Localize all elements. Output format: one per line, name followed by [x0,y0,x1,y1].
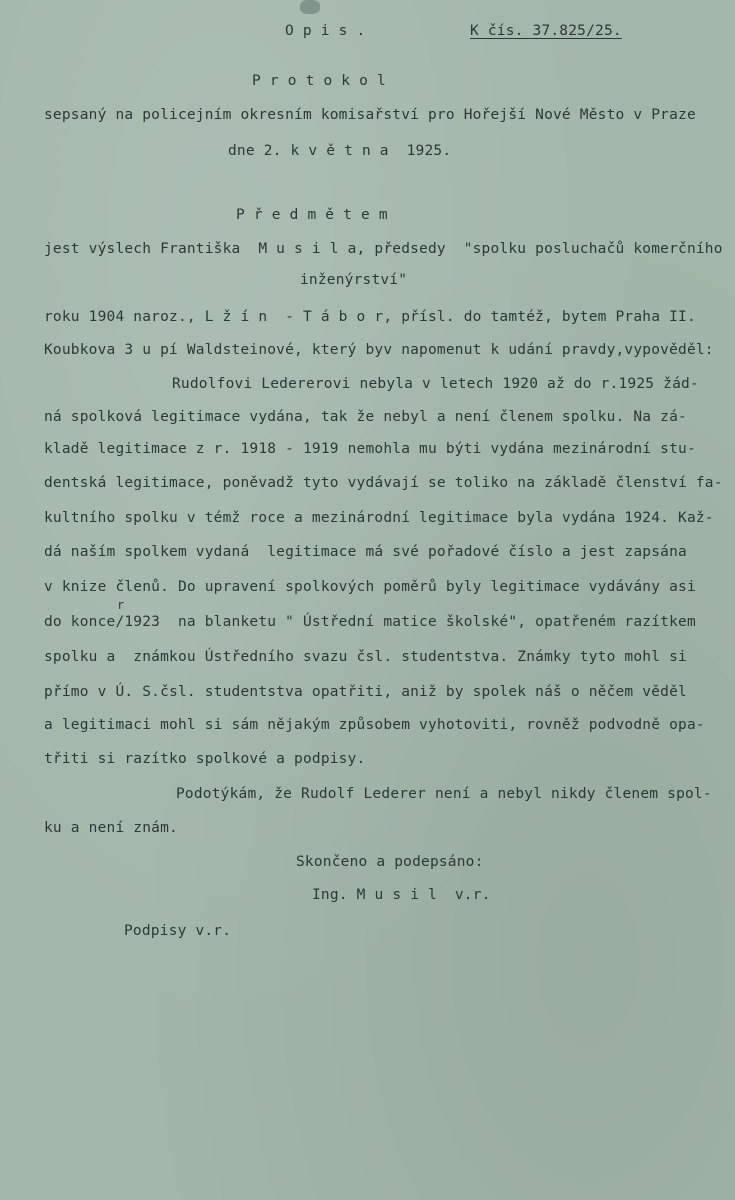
remark-line: ku a není znám. [44,820,178,836]
date-line: dne 2. k v ě t n a 1925. [228,143,452,159]
document-subtitle: sepsaný na policejním okresním komisařství pro Hořejší Nové Město v Praze [44,107,696,123]
statement-line: dentská legitimace, poněvadž tyto vydávají se toliko na základě členství fa- [44,475,723,491]
reference-number: K čís. 37.825/25. [470,23,622,39]
statement-line: v knize členů. Do upravení spolkových poměrů byly legitimace vydávány asi [44,579,696,595]
statement-line: spolku a známkou Ústředního svazu čsl. studentstva. Známky tyto mohl si [44,649,687,665]
closing-signature: Ing. M u s i l v.r. [312,887,491,903]
intro-line: Koubkova 3 u pí Waldsteinové, který byv napomenut k udání pravdy,vypověděl: [44,342,714,358]
subject-line: inženýrství" [300,272,408,288]
document-title: P r o t o k o l [252,73,386,89]
statement-line: kultního spolku v témž roce a mezinárodní legitimace byla vydána 1924. Kaž- [44,510,714,526]
statement-line: dá naším spolkem vydaná legitimace má své pořadové číslo a jest zapsána [44,544,687,560]
statement-line: přímo v Ú. S.čsl. studentstva opatřiti, aniž by spolek náš o něčem věděl [44,684,687,700]
ink-stain [300,0,320,14]
signatures-note: Podpisy v.r. [124,923,232,939]
statement-line: Rudolfovi Ledererovi nebyla v letech 1920 až do r.1925 žád- [172,376,699,392]
copy-label: O p i s . [285,23,366,39]
subject-heading: P ř e d m ě t e m [236,207,388,223]
statement-line: třiti si razítko spolkové a podpisy. [44,751,366,767]
subject-line: jest výslech Františka M u s i l a, předsedy "spolku posluchačů komerčního [44,241,723,257]
statement-line: ná spolková legitimace vydána, tak že nebyl a není členem spolku. Na zá- [44,409,687,425]
statement-line: do konce/1923 na blanketu " Ústřední matice školské", opatřeném razítkem [44,614,696,630]
closing-finished: Skončeno a podepsáno: [296,854,484,870]
interlinear-correction: r [117,598,125,612]
intro-line: roku 1904 naroz., L ž í n - T á b o r, přísl. do tamtéž, bytem Praha II. [44,309,696,325]
statement-line: a legitimaci mohl si sám nějakým způsobem vyhotoviti, rovněž podvodně opa- [44,717,705,733]
statement-line: kladě legitimace z r. 1918 - 1919 nemohla mu býti vydána mezinárodní stu- [44,441,696,457]
remark-line: Podotýkám, že Rudolf Lederer není a nebyl nikdy členem spol- [176,786,712,802]
